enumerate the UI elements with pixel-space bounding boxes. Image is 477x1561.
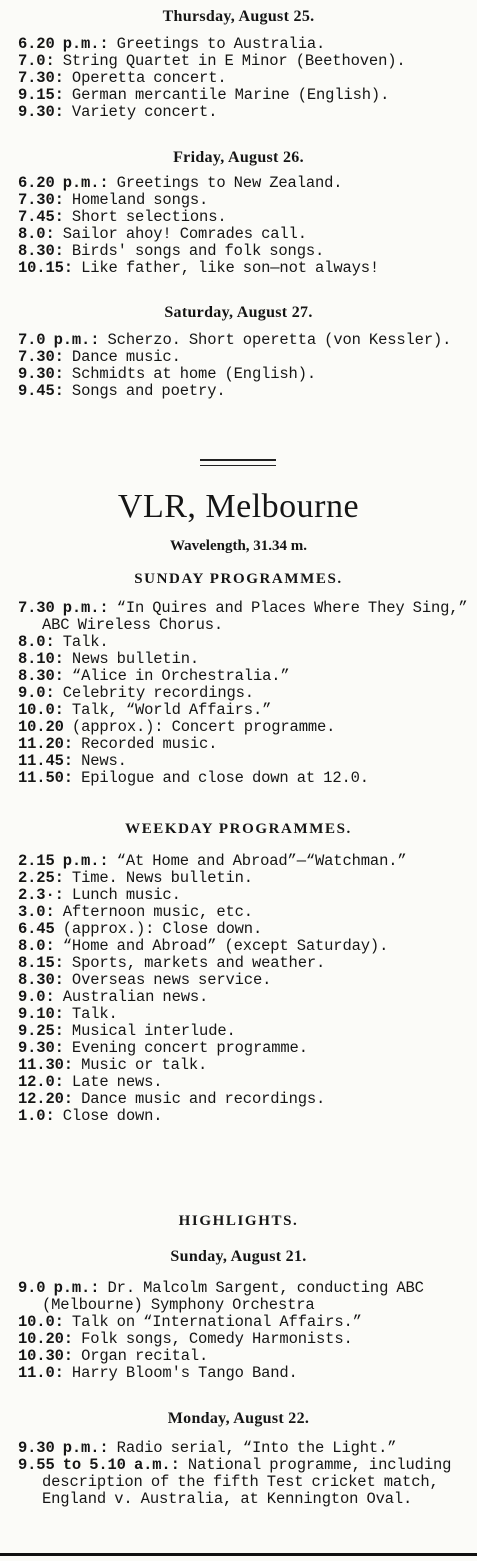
item-text: Harry Bloom's Tango Band.: [71, 1364, 298, 1382]
list-item: [0, 938, 477, 955]
item-time: 7.0 p.m.:: [18, 331, 100, 349]
item-time: 8.30:: [18, 242, 64, 260]
item-time: 11.30:: [18, 1056, 73, 1074]
item-text: Like father, like son—not always!: [81, 259, 380, 277]
list-item: [0, 668, 477, 685]
item-time: 12.20:: [18, 1090, 73, 1108]
day-heading: Monday, August 22.: [167, 1410, 310, 1427]
item-time: 9.30:: [18, 365, 64, 383]
list-item: [0, 719, 477, 736]
item-time: 11.0:: [18, 1364, 64, 1382]
item-time: 9.45:: [18, 382, 64, 400]
item-time: 9.55 to 5.10 a.m.:: [18, 1456, 180, 1474]
item-text: Homeland songs.: [71, 191, 209, 209]
item-time: 3.0:: [18, 903, 55, 921]
item-text: “Alice in Orchestralia.”: [71, 667, 290, 685]
day-heading: Saturday, August 27.: [164, 304, 313, 321]
list-item: [0, 753, 477, 770]
item-text: Short selections.: [71, 208, 227, 226]
item-time: 9.30:: [18, 103, 64, 121]
item-time: 8.0:: [18, 633, 55, 651]
item-text: Sailor ahoy! Comrades call.: [62, 225, 307, 243]
item-time: 8.30:: [18, 667, 64, 685]
friday-section: [0, 149, 477, 167]
item-time: 7.30 p.m.:: [18, 599, 109, 617]
list-item: [0, 989, 477, 1006]
item-text: Recorded music.: [81, 735, 218, 753]
highlight-monday-section: [0, 1410, 477, 1428]
wavelength-line: [0, 538, 477, 555]
list-item: [0, 904, 477, 921]
item-text: Radio serial, “Into the Light.”: [116, 1439, 397, 1457]
item-time: 7.30:: [18, 348, 64, 366]
item-text: Operetta concert.: [71, 69, 227, 87]
item-time: 6.20 p.m.:: [18, 174, 109, 192]
item-text: Afternoon music, etc.: [62, 903, 253, 921]
item-text: Talk.: [62, 633, 109, 651]
list-item: [0, 1057, 477, 1074]
item-text: Late news.: [71, 1073, 163, 1091]
item-time: 6.45: [18, 920, 55, 938]
list-item: [0, 1023, 477, 1040]
item-time: 9.10:: [18, 1005, 64, 1023]
item-text: Talk, “World Affairs.”: [71, 701, 272, 719]
thursday-section: [0, 8, 477, 26]
item-text: Organ recital.: [81, 1347, 209, 1365]
list-item: [0, 53, 477, 70]
thursday-list: [0, 36, 477, 121]
friday-list: [0, 175, 477, 277]
list-item: [0, 1348, 477, 1365]
sunday-programmes-heading: [0, 571, 477, 588]
item-text: Birds' songs and folk songs.: [71, 242, 325, 260]
item-time: 11.20:: [18, 735, 73, 753]
item-text: “Home and Abroad” (except Saturday).: [62, 937, 389, 955]
list-item: [0, 1440, 477, 1457]
station-title: VLR, Melbourne: [117, 488, 360, 525]
item-time: 9.30:: [18, 1039, 64, 1057]
item-text: Variety concert.: [71, 103, 218, 121]
sunday-list: [0, 600, 477, 787]
day-heading: Thursday, August 25.: [162, 8, 315, 25]
item-time: 8.0:: [18, 225, 55, 243]
item-text: Musical interlude.: [71, 1022, 236, 1040]
item-text: Sports, markets and weather.: [71, 954, 326, 972]
weekday-programmes-heading: [0, 821, 477, 838]
list-item: [0, 175, 477, 192]
item-text: Greetings to New Zealand.: [116, 174, 343, 192]
list-item: [0, 383, 477, 400]
item-time: 10.0:: [18, 701, 64, 719]
item-text: “At Home and Abroad”—“Watchman.”: [116, 852, 407, 870]
item-text: String Quartet in E Minor (Beethoven).: [62, 52, 406, 70]
item-time: 8.30:: [18, 971, 64, 989]
list-item: [0, 853, 477, 870]
item-text: (approx.): Concert programme.: [71, 718, 336, 736]
list-item: [0, 1074, 477, 1091]
list-item: [0, 1280, 477, 1314]
list-item: [0, 870, 477, 887]
item-text: Time. News bulletin.: [71, 869, 253, 887]
weekday-list: [0, 853, 477, 1125]
highlight-sunday-list: [0, 1280, 477, 1382]
day-heading: Friday, August 26.: [173, 149, 304, 166]
item-text: Celebrity recordings.: [62, 684, 254, 702]
wavelength: Wavelength, 31.34 m.: [169, 538, 308, 554]
item-text: Dance music and recordings.: [81, 1090, 326, 1108]
list-item: [0, 366, 477, 383]
item-text: Evening concert programme.: [71, 1039, 308, 1057]
list-item: [0, 1314, 477, 1331]
item-time: 7.30:: [18, 69, 64, 87]
item-text: Music or talk.: [81, 1056, 208, 1074]
list-item: [0, 1108, 477, 1125]
item-time: 6.20 p.m.:: [18, 35, 109, 53]
station-header: [0, 488, 477, 526]
item-time: 2.3·:: [18, 886, 64, 904]
item-time: 1.0:: [18, 1107, 55, 1125]
list-item: [0, 243, 477, 260]
list-item: [0, 332, 477, 349]
list-item: [0, 36, 477, 53]
list-item: [0, 192, 477, 209]
item-time: 10.30:: [18, 1347, 73, 1365]
bottom-rule: [0, 1553, 477, 1556]
list-item: [0, 104, 477, 121]
item-text: News.: [81, 752, 127, 770]
item-time: 7.0:: [18, 52, 55, 70]
item-text: Folk songs, Comedy Harmonists.: [81, 1330, 353, 1348]
list-item: [0, 1006, 477, 1023]
list-item: [0, 70, 477, 87]
saturday-section: [0, 304, 477, 322]
list-item: [0, 651, 477, 668]
item-time: 9.0 p.m.:: [18, 1279, 100, 1297]
item-time: 8.10:: [18, 650, 64, 668]
item-text: Close down.: [62, 1107, 163, 1125]
list-item: [0, 770, 477, 787]
item-time: 8.0:: [18, 937, 55, 955]
item-text: (approx.): Close down.: [62, 920, 263, 938]
section-heading: WEEKDAY PROGRAMMES.: [125, 821, 352, 837]
highlight-monday-list: [0, 1440, 477, 1508]
highlight-sunday-section: [0, 1248, 477, 1266]
item-text: Talk.: [71, 1005, 118, 1023]
item-text: Dr. Malcolm Sargent, conducting ABC (Melbourne) Symphony Orchestra: [42, 1279, 424, 1314]
list-item: [0, 1457, 477, 1508]
item-time: 9.0:: [18, 684, 55, 702]
item-time: 7.30:: [18, 191, 64, 209]
list-item: [0, 1040, 477, 1057]
list-item: [0, 1365, 477, 1382]
list-item: [0, 1331, 477, 1348]
list-item: [0, 887, 477, 904]
item-time: 10.15:: [18, 259, 73, 277]
item-text: “In Quires and Places Where They Sing,” ABC Wireless Chorus.: [42, 599, 468, 634]
item-time: 9.15:: [18, 86, 64, 104]
item-text: Lunch music.: [71, 886, 181, 904]
list-item: [0, 634, 477, 651]
item-time: 12.0:: [18, 1073, 64, 1091]
list-item: [0, 972, 477, 989]
item-text: Greetings to Australia.: [116, 35, 326, 53]
item-time: 2.25:: [18, 869, 64, 887]
list-item: [0, 209, 477, 226]
item-time: 10.20:: [18, 1330, 73, 1348]
list-item: [0, 1091, 477, 1108]
list-item: [0, 226, 477, 243]
item-time: 9.0:: [18, 988, 55, 1006]
item-time: 10.20: [18, 718, 64, 736]
day-heading: Sunday, August 21.: [170, 1248, 307, 1265]
list-item: [0, 736, 477, 753]
item-text: Epilogue and close down at 12.0.: [81, 769, 369, 787]
item-text: Schmidts at home (English).: [71, 365, 317, 383]
item-text: German mercantile Marine (English).: [71, 86, 390, 104]
item-text: Songs and poetry.: [71, 382, 226, 400]
list-item: [0, 685, 477, 702]
list-item: [0, 260, 477, 277]
item-time: 9.25:: [18, 1022, 64, 1040]
item-text: Talk on “International Affairs.”: [71, 1313, 362, 1331]
item-time: 10.0:: [18, 1313, 64, 1331]
section-divider: [200, 459, 276, 466]
item-text: Overseas news service.: [71, 971, 272, 989]
item-text: National programme, including description of the fifth Test cricket match, England v. Australia, at Kennington Oval.: [42, 1456, 452, 1508]
list-item: [0, 600, 477, 634]
saturday-list: [0, 332, 477, 400]
section-heading: HIGHLIGHTS.: [178, 1213, 299, 1229]
item-time: 11.45:: [18, 752, 73, 770]
item-time: 9.30 p.m.:: [18, 1439, 109, 1457]
list-item: [0, 702, 477, 719]
item-time: 11.50:: [18, 769, 73, 787]
highlights-heading: [0, 1213, 477, 1230]
list-item: [0, 87, 477, 104]
list-item: [0, 349, 477, 366]
item-time: 2.15 p.m.:: [18, 852, 109, 870]
list-item: [0, 955, 477, 972]
section-heading: SUNDAY PROGRAMMES.: [134, 571, 343, 587]
item-time: 7.45:: [18, 208, 64, 226]
item-text: Scherzo. Short operetta (von Kessler).: [107, 331, 452, 349]
item-text: Australian news.: [62, 988, 209, 1006]
item-time: 8.15:: [18, 954, 64, 972]
item-text: Dance music.: [71, 348, 181, 366]
list-item: [0, 921, 477, 938]
item-text: News bulletin.: [71, 650, 200, 668]
